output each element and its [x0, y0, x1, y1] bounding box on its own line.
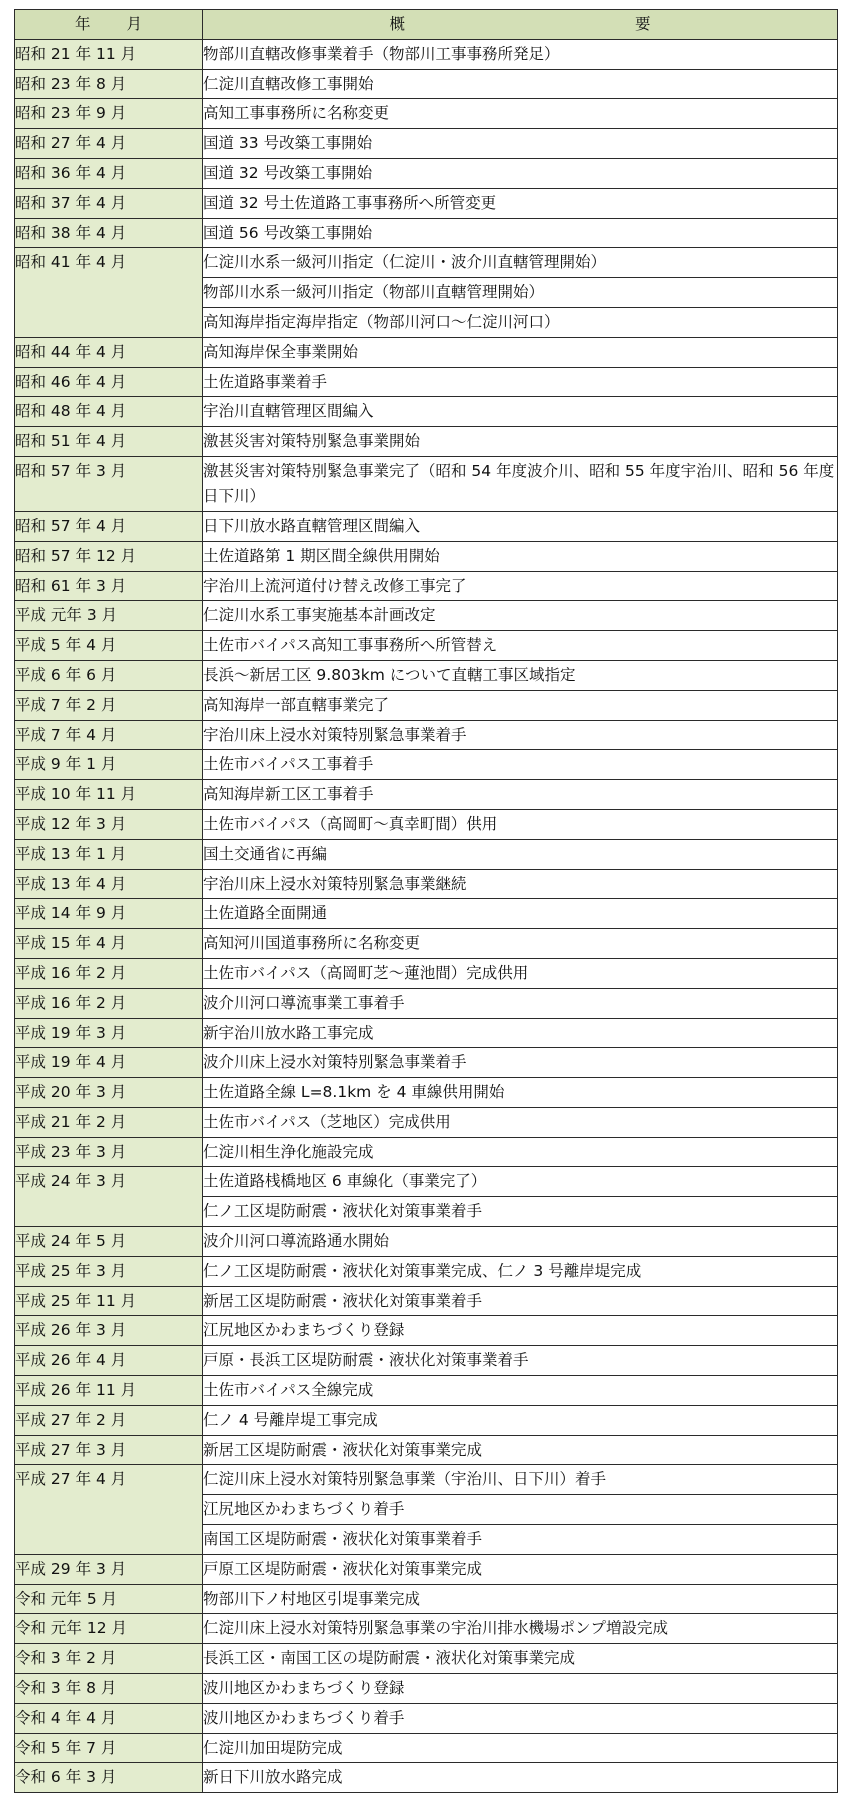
table-row [15, 750, 838, 780]
row-summary: 土佐市バイパス全線完成 [203, 1376, 838, 1406]
row-summary: 土佐市バイパス（高岡町～真幸町間）供用 [203, 809, 838, 839]
table-row [15, 511, 838, 541]
row-date: 平成 7 年 4 月 [15, 720, 203, 750]
table-row [15, 39, 838, 69]
row-date: 昭和 41 年 4 月 [15, 248, 203, 337]
row-summary: 土佐市バイパス（芝地区）完成供用 [203, 1107, 838, 1137]
table-row [15, 1554, 838, 1584]
row-summary: 長浜工区・南国工区の堤防耐震・液状化対策事業完成 [203, 1644, 838, 1674]
row-summary: 土佐市バイパス工事着手 [203, 750, 838, 780]
row-date: 平成 27 年 4 月 [15, 1465, 203, 1554]
row-summary: 土佐市バイパス高知工事事務所へ所管替え [203, 631, 838, 661]
row-date: 昭和 38 年 4 月 [15, 218, 203, 248]
row-date: 平成 12 年 3 月 [15, 809, 203, 839]
table-row [15, 1703, 838, 1733]
row-summary: 仁淀川相生浄化施設完成 [203, 1137, 838, 1167]
row-date: 平成 15 年 4 月 [15, 929, 203, 959]
row-date: 昭和 21 年 11 月 [15, 39, 203, 69]
row-date: 平成 5 年 4 月 [15, 631, 203, 661]
row-date: 昭和 61 年 3 月 [15, 571, 203, 601]
row-date: 昭和 23 年 9 月 [15, 99, 203, 129]
row-summary: 新宇治川放水路工事完成 [203, 1018, 838, 1048]
row-summary: 江尻地区かわまちづくり登録 [203, 1316, 838, 1346]
row-summary: 国道 56 号改築工事開始 [203, 218, 838, 248]
table-row [15, 929, 838, 959]
header-summary [203, 10, 838, 40]
table-row [15, 631, 838, 661]
row-date: 平成 23 年 3 月 [15, 1137, 203, 1167]
row-date: 平成 19 年 3 月 [15, 1018, 203, 1048]
row-date: 平成 26 年 4 月 [15, 1346, 203, 1376]
row-summary: 仁ノ工区堤防耐震・液状化対策事業着手 [203, 1197, 838, 1227]
row-summary: 南国工区堤防耐震・液状化対策事業着手 [203, 1525, 838, 1555]
table-row [15, 1346, 838, 1376]
header-month: 月 [126, 15, 143, 33]
row-date: 平成 14 年 9 月 [15, 899, 203, 929]
row-date: 平成 10 年 11 月 [15, 780, 203, 810]
table-row [15, 218, 838, 248]
row-date: 昭和 57 年 3 月 [15, 456, 203, 511]
row-summary: 仁淀川水系一級河川指定（仁淀川・波介川直轄管理開始） [203, 248, 838, 278]
table-row [15, 780, 838, 810]
row-date: 令和 3 年 2 月 [15, 1644, 203, 1674]
row-summary: 仁ノ工区堤防耐震・液状化対策事業完成、仁ノ 3 号離岸堤完成 [203, 1256, 838, 1286]
table-row [15, 1465, 838, 1495]
row-summary: 物部川水系一級河川指定（物部川直轄管理開始） [203, 278, 838, 308]
row-date: 平成 6 年 6 月 [15, 660, 203, 690]
row-date: 平成 24 年 5 月 [15, 1227, 203, 1257]
row-summary: 高知海岸指定海岸指定（物部川河口～仁淀川河口） [203, 307, 838, 337]
row-date: 平成 25 年 3 月 [15, 1256, 203, 1286]
row-summary: 仁ノ 4 号離岸堤工事完成 [203, 1405, 838, 1435]
row-summary: 波介川河口導流路通水開始 [203, 1227, 838, 1257]
row-summary: 高知工事事務所に名称変更 [203, 99, 838, 129]
table-row [15, 1644, 838, 1674]
table-row [15, 1614, 838, 1644]
row-date: 平成 24 年 3 月 [15, 1167, 203, 1227]
table-row [15, 1405, 838, 1435]
row-date: 平成 26 年 3 月 [15, 1316, 203, 1346]
table-row [15, 69, 838, 99]
table-row [15, 1435, 838, 1465]
row-summary: 土佐道路桟橋地区 6 車線化（事業完了） [203, 1167, 838, 1197]
row-date: 昭和 37 年 4 月 [15, 188, 203, 218]
history-table [14, 9, 838, 1793]
table-row [15, 869, 838, 899]
table-row [15, 1376, 838, 1406]
table-row [15, 899, 838, 929]
table-row [15, 541, 838, 571]
row-date: 平成 26 年 11 月 [15, 1376, 203, 1406]
table-row [15, 1137, 838, 1167]
row-summary: 日下川放水路直轄管理区間編入 [203, 511, 838, 541]
table-row [15, 1018, 838, 1048]
row-date: 平成 13 年 4 月 [15, 869, 203, 899]
table-row [15, 571, 838, 601]
row-summary: 仁淀川加田堤防完成 [203, 1733, 838, 1763]
table-row [15, 188, 838, 218]
table-row [15, 1286, 838, 1316]
table-row [15, 397, 838, 427]
row-date: 平成 16 年 2 月 [15, 988, 203, 1018]
table-row [15, 601, 838, 631]
header-date [15, 10, 203, 40]
header-summary-2: 要 [635, 15, 651, 33]
row-summary: 物部川直轄改修事業着手（物部川工事事務所発足） [203, 39, 838, 69]
header-summary-1: 概 [389, 15, 405, 33]
row-summary: 土佐市バイパス（高岡町芝～蓮池間）完成供用 [203, 958, 838, 988]
row-summary: 新日下川放水路完成 [203, 1763, 838, 1793]
row-date: 昭和 44 年 4 月 [15, 337, 203, 367]
row-date: 令和 6 年 3 月 [15, 1763, 203, 1793]
row-summary: 土佐道路全面開通 [203, 899, 838, 929]
table-row [15, 99, 838, 129]
row-summary: 宇治川床上浸水対策特別緊急事業着手 [203, 720, 838, 750]
row-summary: 新居工区堤防耐震・液状化対策事業着手 [203, 1286, 838, 1316]
row-date: 平成 19 年 4 月 [15, 1048, 203, 1078]
row-summary: 激甚災害対策特別緊急事業開始 [203, 427, 838, 457]
table-row [15, 1107, 838, 1137]
row-summary: 波川地区かわまちづくり登録 [203, 1674, 838, 1704]
row-summary: 長浜～新居工区 9.803km について直轄工事区域指定 [203, 660, 838, 690]
table-row [15, 456, 838, 511]
row-summary: 宇治川床上浸水対策特別緊急事業継続 [203, 869, 838, 899]
row-summary: 仁淀川水系工事実施基本計画改定 [203, 601, 838, 631]
row-date: 令和 元年 5 月 [15, 1584, 203, 1614]
row-date: 平成 27 年 3 月 [15, 1435, 203, 1465]
header-year: 年 [74, 15, 91, 33]
table-row [15, 690, 838, 720]
table-row [15, 158, 838, 188]
row-date: 昭和 27 年 4 月 [15, 129, 203, 159]
table-row [15, 809, 838, 839]
table-row [15, 1674, 838, 1704]
row-summary: 高知海岸保全事業開始 [203, 337, 838, 367]
row-date: 平成 20 年 3 月 [15, 1078, 203, 1108]
row-date: 平成 16 年 2 月 [15, 958, 203, 988]
row-summary: 戸原工区堤防耐震・液状化対策事業完成 [203, 1554, 838, 1584]
row-summary: 新居工区堤防耐震・液状化対策事業完成 [203, 1435, 838, 1465]
row-date: 昭和 57 年 4 月 [15, 511, 203, 541]
row-date: 平成 27 年 2 月 [15, 1405, 203, 1435]
row-date: 平成 21 年 2 月 [15, 1107, 203, 1137]
row-date: 平成 9 年 1 月 [15, 750, 203, 780]
row-summary: 土佐道路第 1 期区間全線供用開始 [203, 541, 838, 571]
table-row [15, 337, 838, 367]
table-row [15, 1167, 838, 1197]
table-header [15, 10, 838, 40]
row-date: 平成 13 年 1 月 [15, 839, 203, 869]
row-date: 昭和 51 年 4 月 [15, 427, 203, 457]
row-date: 平成 元年 3 月 [15, 601, 203, 631]
row-date: 平成 29 年 3 月 [15, 1554, 203, 1584]
table-row [15, 660, 838, 690]
row-date: 平成 25 年 11 月 [15, 1286, 203, 1316]
table-row [15, 248, 838, 278]
table-row [15, 839, 838, 869]
row-summary: 宇治川直轄管理区間編入 [203, 397, 838, 427]
row-summary: 国道 32 号改築工事開始 [203, 158, 838, 188]
table-row [15, 720, 838, 750]
row-summary: 波介川河口導流事業工事着手 [203, 988, 838, 1018]
row-summary: 国道 33 号改築工事開始 [203, 129, 838, 159]
table-row [15, 129, 838, 159]
table-row [15, 958, 838, 988]
row-summary: 国土交通省に再編 [203, 839, 838, 869]
row-summary: 土佐道路全線 L=8.1km を 4 車線供用開始 [203, 1078, 838, 1108]
row-summary: 国道 32 号土佐道路工事事務所へ所管変更 [203, 188, 838, 218]
row-summary: 宇治川上流河道付け替え改修工事完了 [203, 571, 838, 601]
row-summary: 高知海岸新工区工事着手 [203, 780, 838, 810]
row-date: 令和 3 年 8 月 [15, 1674, 203, 1704]
row-summary: 波川地区かわまちづくり着手 [203, 1703, 838, 1733]
row-summary: 高知河川国道事務所に名称変更 [203, 929, 838, 959]
row-date: 令和 5 年 7 月 [15, 1733, 203, 1763]
table-row [15, 1316, 838, 1346]
table-row [15, 1078, 838, 1108]
row-date: 平成 7 年 2 月 [15, 690, 203, 720]
row-summary: 高知海岸一部直轄事業完了 [203, 690, 838, 720]
row-summary: 戸原・長浜工区堤防耐震・液状化対策事業着手 [203, 1346, 838, 1376]
row-summary: 激甚災害対策特別緊急事業完了（昭和 54 年度波介川、昭和 55 年度宇治川、昭和 56 年度日下川） [203, 456, 838, 511]
row-summary: 土佐道路事業着手 [203, 367, 838, 397]
row-summary: 仁淀川床上浸水対策特別緊急事業（宇治川、日下川）着手 [203, 1465, 838, 1495]
row-date: 昭和 23 年 8 月 [15, 69, 203, 99]
table-body [15, 39, 838, 1792]
table-row [15, 1048, 838, 1078]
row-date: 昭和 36 年 4 月 [15, 158, 203, 188]
table-row [15, 988, 838, 1018]
row-summary: 仁淀川直轄改修工事開始 [203, 69, 838, 99]
row-date: 令和 4 年 4 月 [15, 1703, 203, 1733]
row-date: 昭和 48 年 4 月 [15, 397, 203, 427]
table-row [15, 1584, 838, 1614]
table-row [15, 1256, 838, 1286]
row-summary: 江尻地区かわまちづくり着手 [203, 1495, 838, 1525]
row-date: 昭和 57 年 12 月 [15, 541, 203, 571]
table-row [15, 1763, 838, 1793]
row-date: 令和 元年 12 月 [15, 1614, 203, 1644]
table-row [15, 367, 838, 397]
row-date: 昭和 46 年 4 月 [15, 367, 203, 397]
table-row [15, 427, 838, 457]
row-summary: 波介川床上浸水対策特別緊急事業着手 [203, 1048, 838, 1078]
table-row [15, 1733, 838, 1763]
table-row [15, 1227, 838, 1257]
row-summary: 物部川下ノ村地区引堤事業完成 [203, 1584, 838, 1614]
row-summary: 仁淀川床上浸水対策特別緊急事業の宇治川排水機場ポンプ増設完成 [203, 1614, 838, 1644]
